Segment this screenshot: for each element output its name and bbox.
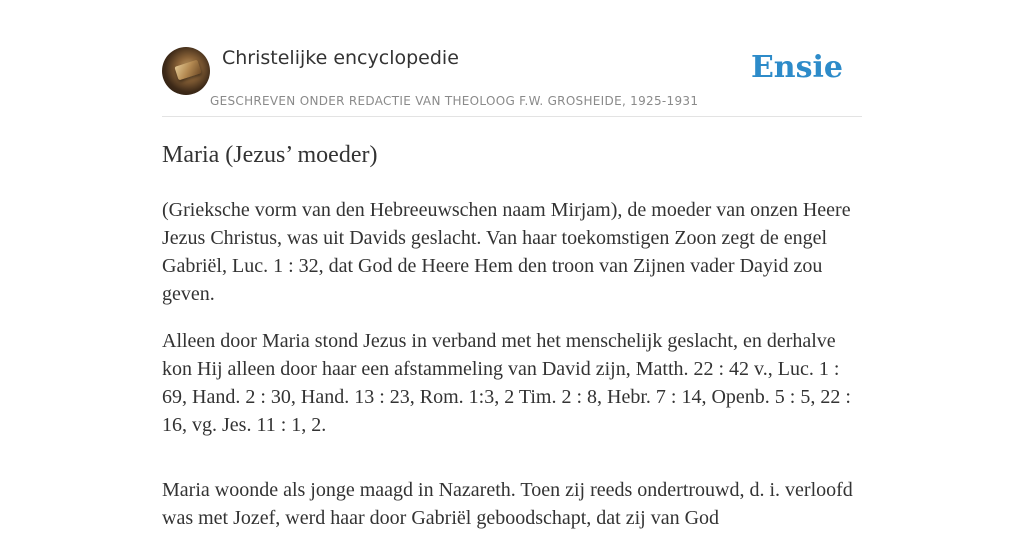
encyclopedia-avatar[interactable] — [162, 47, 210, 95]
site-header — [162, 46, 862, 117]
article-paragraph: Alleen door Maria stond Jezus in verband met het menschelijk geslacht, en derhalve kon Hij alleen door haar een afstammeling van David zijn, Matth. 22 : 42 v., Luc. 1 : 69, Hand. 2 : 30, Hand. 13 : 23, Rom. 1:3, 2 Tim. 2 : 8, Hebr. 7 : 14, Openb. 5 : 5, 22 : 16, vg. Jes. 11 : 1, 2. — [162, 330, 851, 436]
book-icon — [174, 60, 201, 81]
article-paragraph: (Grieksche vorm van den Hebreeuwschen naam Mirjam), de moeder van onzen Heere Jezus Christus, was uit Davids geslacht. Van haar toekomstigen Zoon zegt de engel Gabriël, Luc. 1 : 32, dat God de Heere Hem den troon van Zijnen vader Dayid zou geven. — [162, 199, 851, 305]
article — [162, 140, 862, 551]
site-subtitle: GESCHREVEN ONDER REDACTIE VAN THEOLOOG F.W. GROSHEIDE, 1925-1931 — [210, 94, 699, 108]
ensie-logo[interactable]: Ensie — [750, 50, 843, 85]
article-paragraph: Maria woonde als jonge maagd in Nazareth. Toen zij reeds ondertrouwd, d. i. verloofd was met Jozef, werd haar door Gabriël geboodschapt, dat zij van God — [162, 479, 853, 529]
article-title: Maria (Jezus’ moeder) — [162, 142, 378, 168]
site-title[interactable]: Christelijke encyclopedie — [222, 47, 459, 69]
